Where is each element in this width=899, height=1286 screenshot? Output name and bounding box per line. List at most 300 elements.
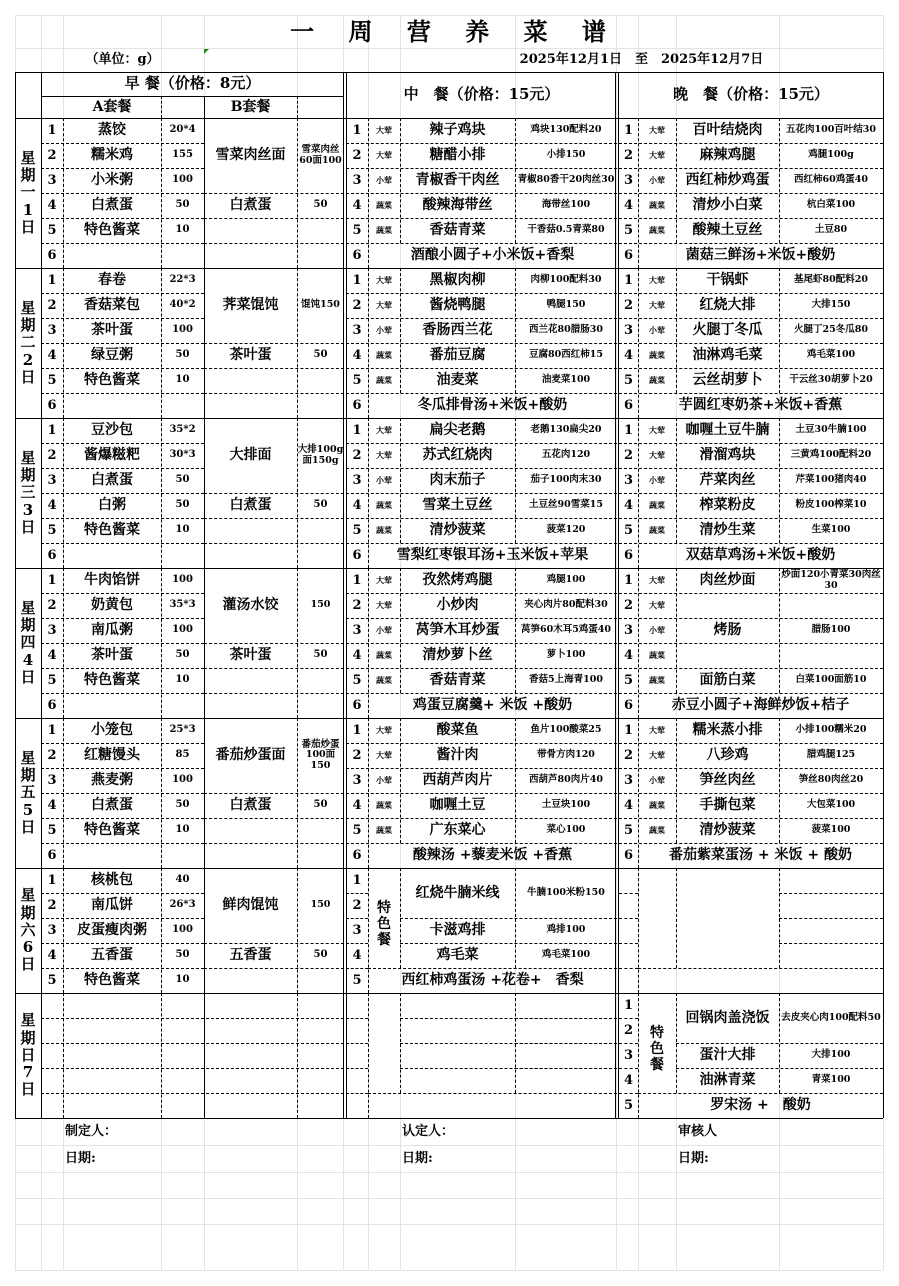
- grid-line: [779, 993, 780, 1093]
- grid-line: [400, 1043, 617, 1044]
- category-tag: 大荤: [649, 150, 665, 161]
- grid-line: [638, 868, 639, 993]
- breakfast-a-qty: 22*3: [169, 274, 196, 286]
- breakfast-a-dish: 白粥: [98, 497, 126, 514]
- lunch-qty: 西兰花80腊肠30: [529, 324, 603, 336]
- grid-line: [204, 368, 344, 369]
- breakfast-b-dish: 茶叶蛋: [229, 647, 272, 664]
- grid-line: [619, 543, 883, 544]
- grid-line: [346, 968, 368, 969]
- lunch_special-combo: 西红柿鸡蛋汤 +花卷+ 香梨: [401, 972, 584, 989]
- grid-line: [676, 118, 677, 243]
- header-divider: [41, 96, 344, 97]
- grid-line: [346, 443, 617, 444]
- breakfast-a-dish: 特色酱菜: [84, 522, 140, 539]
- row-number: 1: [352, 122, 362, 138]
- dinner-dish: 百叶结烧肉: [692, 122, 763, 139]
- char: 星: [20, 298, 36, 317]
- row-number: 5: [623, 372, 634, 388]
- char: 日: [20, 367, 36, 386]
- grid-line: [346, 793, 617, 794]
- grid-line: [638, 718, 639, 868]
- category-tag: 蔬菜: [649, 225, 665, 236]
- lunch-dish: 小炒肉: [436, 597, 479, 614]
- breakfast-a-dish: 特色酱菜: [84, 972, 140, 989]
- dinner-qty: 粉皮100榨菜10: [795, 499, 867, 511]
- grid-line: [41, 1093, 344, 1094]
- char: 星: [20, 748, 36, 767]
- category-tag: 蔬菜: [376, 825, 392, 836]
- category-tag: 蔬菜: [649, 675, 665, 686]
- grid-line: [297, 96, 298, 118]
- lunch-dinner-divider: [615, 72, 616, 1118]
- category-tag: 小荤: [376, 775, 392, 786]
- grid-line: [638, 418, 639, 568]
- char: 色: [650, 1041, 664, 1058]
- breakfast-a-dish: 红糖馒头: [84, 747, 140, 764]
- row-number: 1: [47, 872, 57, 888]
- char: 星: [20, 148, 36, 167]
- grid-line: [638, 1093, 883, 1094]
- grid-line: [779, 943, 883, 944]
- category-tag: 大荤: [376, 575, 392, 586]
- unit-label: （单位：g）: [85, 52, 160, 68]
- date-range: 2025年12月1日 至 2025年12月7日: [519, 52, 764, 68]
- row-number: 2: [623, 297, 634, 313]
- row-number: 5: [623, 222, 634, 238]
- lunch-combo: 酸辣汤 +藜麦米饭 +香蕉: [412, 847, 573, 864]
- grid-line: [400, 118, 401, 243]
- row-number: 2: [47, 297, 57, 313]
- grid-line: [41, 968, 204, 969]
- row-number: 6: [352, 397, 362, 413]
- day-label: [15, 268, 41, 418]
- breakfast-a-dish: 牛肉馅饼: [84, 572, 140, 589]
- dinner-dish: 烤肠: [713, 622, 742, 639]
- category-tag: 蔬菜: [649, 350, 665, 361]
- row-number: 1: [47, 122, 57, 138]
- day-label: [15, 568, 41, 718]
- lunch-qty: 鱼片100酸菜25: [530, 724, 602, 736]
- row-number: 1: [47, 422, 57, 438]
- breakfast-b-dish: 荠菜馄饨: [222, 297, 279, 314]
- category-tag: 大荤: [376, 725, 392, 736]
- grid-line: [619, 768, 883, 769]
- dinner-qty: 菠菜100: [811, 824, 851, 836]
- char: 7: [22, 1063, 34, 1082]
- row-number: 1: [47, 272, 57, 288]
- breakfast-header: 早 餐（价格：8元）: [124, 74, 261, 93]
- breakfast-b-dish: 大排面: [229, 447, 272, 464]
- category-tag: 大荤: [376, 150, 392, 161]
- table-left: [15, 72, 16, 1118]
- grid-line: [297, 568, 298, 718]
- char: 特: [650, 1025, 664, 1042]
- grid-line: [346, 518, 617, 519]
- dinner-dish: 手撕包菜: [699, 797, 756, 814]
- breakfast-a-qty: [161, 543, 204, 568]
- breakfast-lunch-divider: [346, 72, 347, 1118]
- grid-line: [368, 993, 369, 1118]
- grid-line: [41, 343, 204, 344]
- breakfast-a-qty: 50: [175, 474, 190, 486]
- grid-line: [676, 718, 677, 843]
- grid-line: [346, 543, 617, 544]
- grid-line: [346, 743, 617, 744]
- category-tag: 蔬菜: [649, 825, 665, 836]
- grid-line: [204, 993, 205, 1118]
- breakfast-a-qty: 100: [172, 324, 193, 336]
- grid-line: [619, 618, 883, 619]
- lunch-dish: 香菇青菜: [429, 222, 486, 239]
- grid-line: [63, 993, 64, 1118]
- grid-line: [515, 868, 516, 968]
- grid-line: [619, 1043, 638, 1044]
- breakfast-lunch-divider: [343, 72, 344, 1118]
- lunch-dish: 孜然烤鸡腿: [422, 572, 493, 589]
- grid-line: [676, 868, 677, 968]
- row-number: 1: [352, 572, 362, 588]
- grid-line: [619, 843, 883, 844]
- reviewed-by-date-label: 日期:: [678, 1150, 709, 1166]
- dinner-qty: [779, 643, 883, 668]
- row-number: 4: [623, 1072, 634, 1088]
- row-number: 5: [47, 372, 57, 388]
- row-number: 4: [623, 797, 634, 813]
- category-tag: 蔬菜: [376, 200, 392, 211]
- row-number: 2: [47, 747, 57, 763]
- grid-line: [41, 643, 204, 644]
- dinner_special-qty: 青菜100: [811, 1074, 851, 1086]
- breakfast-b-qty: 雪菜肉丝60面100: [299, 144, 342, 166]
- lunch-qty: 老鹅130扁尖20: [530, 424, 602, 436]
- grid-line: [346, 343, 617, 344]
- breakfast-b-qty: 150: [310, 599, 331, 611]
- grid-line: [619, 693, 883, 694]
- row-number: 3: [623, 622, 634, 638]
- category-tag: 大荤: [649, 125, 665, 136]
- breakfast-a-qty: 10: [175, 824, 190, 836]
- row-number: 5: [623, 1097, 634, 1113]
- grid-line: [346, 493, 617, 494]
- category-tag: 大荤: [376, 450, 392, 461]
- grid-line: [63, 868, 64, 993]
- row-number: 6: [47, 847, 57, 863]
- breakfast-b-dish: 鲜肉馄饨: [222, 897, 279, 914]
- grid-line: [779, 893, 883, 894]
- grid-line: [346, 243, 617, 244]
- row-number: 1: [623, 272, 634, 288]
- breakfast-a-dish: 燕麦粥: [91, 772, 133, 789]
- grid-line: [161, 118, 162, 268]
- char: 日: [20, 217, 36, 236]
- dinner-dish: 滑溜鸡块: [699, 447, 756, 464]
- category-tag: 蔬菜: [376, 525, 392, 536]
- grid-line: [204, 818, 344, 819]
- breakfast-a-dish: 白煮蛋: [91, 197, 133, 214]
- dinner-qty: 干云丝30胡萝卜20: [789, 374, 873, 386]
- grid-line: [41, 743, 204, 744]
- row-number: 3: [623, 322, 634, 338]
- breakfast-b-qty: 馄饨150: [301, 299, 340, 311]
- char: 三: [20, 483, 36, 502]
- char: 色: [377, 916, 391, 933]
- dinner_special-dish: 回锅肉盖浇饭: [685, 1009, 770, 1026]
- grid-line: [204, 693, 344, 694]
- dinner-header: 晚 餐（价格：15元）: [673, 85, 829, 104]
- grid-line: [41, 368, 204, 369]
- grid-line: [619, 918, 638, 919]
- breakfast-a-qty: [161, 243, 204, 268]
- grid-line: [346, 1093, 368, 1094]
- grid-line: [619, 393, 883, 394]
- dinner-dish: 油淋鸡毛菜: [692, 347, 763, 364]
- category-tag: 蔬菜: [376, 800, 392, 811]
- char: 星: [20, 448, 36, 467]
- breakfast-b-dish: 白煮蛋: [229, 797, 272, 814]
- row-number: 6: [623, 247, 634, 263]
- grid-line: [515, 993, 516, 1093]
- dinner-qty: 杭白菜100: [806, 199, 856, 211]
- row-number: 4: [352, 647, 362, 663]
- dinner-qty: 芹菜100猪肉40: [795, 474, 867, 486]
- row-number: 1: [623, 422, 634, 438]
- category-tag: 大荤: [649, 450, 665, 461]
- grid-line: [204, 393, 344, 394]
- lunch_special-dish: 红烧牛腩米线: [415, 884, 500, 901]
- grid-line: [515, 418, 516, 543]
- dinner-dish: 西红柿炒鸡蛋: [685, 172, 770, 189]
- grid-line: [400, 943, 617, 944]
- row-number: 2: [352, 297, 362, 313]
- dinner-qty: 西红柿60鸡蛋40: [794, 174, 868, 186]
- category-tag: 大荤: [376, 300, 392, 311]
- dinner-dish: 糯米蒸小排: [692, 722, 763, 739]
- grid-line: [676, 268, 677, 393]
- sheet-gridline: [15, 1172, 883, 1173]
- breakfast-a-dish: 白煮蛋: [91, 797, 133, 814]
- lunch-dish: 清炒菠菜: [429, 522, 486, 539]
- dinner-dish: 八珍鸡: [706, 747, 749, 764]
- dinner-qty: 生菜100: [811, 524, 851, 536]
- category-tag: 小荤: [376, 625, 392, 636]
- breakfast-a-dish: [63, 543, 161, 568]
- grid-line: [368, 568, 369, 718]
- category-tag: 大荤: [376, 425, 392, 436]
- breakfast-b-dish: 五香蛋: [229, 947, 272, 964]
- dinner-dish: 面筋白菜: [699, 672, 756, 689]
- breakfast-a-dish: [63, 243, 161, 268]
- category-tag: 蔬菜: [376, 375, 392, 386]
- made-by-date-label: 日期:: [65, 1150, 96, 1166]
- table-top: [15, 72, 883, 73]
- breakfast-b-qty: 番茄炒蛋100面150: [301, 738, 340, 771]
- grid-line: [346, 818, 617, 819]
- grid-line: [41, 768, 204, 769]
- breakfast-a-dish: 南瓜饼: [91, 897, 133, 914]
- grid-line: [619, 668, 883, 669]
- grid-line: [204, 643, 344, 644]
- grid-line: [346, 893, 368, 894]
- lunch-dish: 油麦菜: [436, 372, 479, 389]
- lunch-qty: 鸡块130配料20: [530, 124, 602, 136]
- breakfast-a-qty: 20*4: [169, 124, 196, 136]
- breakfast-b-dish: 白煮蛋: [229, 497, 272, 514]
- grid-line: [619, 218, 883, 219]
- grid-line: [346, 293, 617, 294]
- grid-line: [41, 168, 204, 169]
- lunch-qty: 带骨方肉120: [537, 749, 595, 761]
- lunch_special-qty: 鸡毛菜100: [541, 949, 591, 961]
- breakfast-a-qty: 100: [172, 774, 193, 786]
- row-number: 4: [352, 497, 362, 513]
- char: 一: [20, 183, 36, 202]
- category-tag: 蔬菜: [649, 500, 665, 511]
- comment-marker: [204, 49, 209, 54]
- breakfast-a-qty: 50: [175, 349, 190, 361]
- row-number: 5: [47, 522, 57, 538]
- row-number: 2: [352, 747, 362, 763]
- row-number: 6: [47, 697, 57, 713]
- row-number: 6: [352, 247, 362, 263]
- row-number: 3: [623, 1047, 634, 1063]
- approved-by-label: 认定人：: [402, 1123, 455, 1139]
- row-number: 1: [352, 722, 362, 738]
- dinner-qty: 小排100糯米20: [795, 724, 867, 736]
- row-number: 5: [623, 822, 634, 838]
- sheet-gridline: [15, 1198, 883, 1199]
- day-label: [15, 418, 41, 568]
- breakfast-a-dish: 糯米鸡: [91, 147, 133, 164]
- category-tag: 蔬菜: [649, 375, 665, 386]
- grid-line: [619, 368, 883, 369]
- breakfast-a-dish: 豆沙包: [91, 422, 133, 439]
- grid-line: [204, 793, 344, 794]
- lunch-dish: 酸菜鱼: [436, 722, 479, 739]
- lunch-dish: 酱汁肉: [436, 747, 479, 764]
- dinner-qty: 笋丝80肉丝20: [798, 774, 864, 786]
- row-number: 5: [47, 822, 57, 838]
- lunch-qty: 小排150: [546, 149, 586, 161]
- dinner-qty: 鸡毛菜100: [806, 349, 856, 361]
- dinner-combo: 双菇草鸡汤+米饭+酸奶: [685, 547, 836, 564]
- row-number: 6: [47, 247, 57, 263]
- breakfast-a-dish: 香菇菜包: [84, 297, 140, 314]
- row-number: 5: [47, 972, 57, 988]
- lunch-qty: 莴笋60木耳5鸡蛋40: [520, 624, 612, 636]
- lunch-qty: 五花肉120: [541, 449, 591, 461]
- category-tag: 蔬菜: [376, 225, 392, 236]
- char: 日: [20, 1080, 36, 1099]
- breakfast-b-qty: 50: [313, 349, 328, 361]
- table-right: [883, 72, 884, 1118]
- grid-line: [515, 568, 516, 693]
- dinner-qty: 五花肉100百叶结30: [785, 124, 877, 136]
- breakfast-a-dish: 特色酱菜: [84, 822, 140, 839]
- category-tag: 大荤: [376, 750, 392, 761]
- grid-line: [619, 168, 883, 169]
- lunch-combo: 雪梨红枣银耳汤+玉米饭+苹果: [396, 547, 589, 564]
- grid-line: [400, 568, 401, 693]
- grid-line: [619, 1018, 638, 1019]
- breakfast-b-qty: 50: [313, 199, 328, 211]
- category-tag: 小荤: [649, 475, 665, 486]
- lunch-qty: 鸡腿100: [546, 574, 586, 586]
- dinner-qty: 火腿丁25冬瓜80: [794, 324, 868, 336]
- row-number: 2: [47, 147, 57, 163]
- dinner-qty: 白菜100面筋10: [795, 674, 867, 686]
- breakfast-a-qty: 25*3: [169, 724, 196, 736]
- lunch-dish: 青椒香干肉丝: [415, 172, 500, 189]
- category-tag: 大荤: [649, 275, 665, 286]
- char: 2: [22, 350, 34, 369]
- row-number: 6: [47, 547, 57, 563]
- grid-line: [619, 318, 883, 319]
- grid-line: [204, 843, 344, 844]
- dinner-dish: 清炒生菜: [699, 522, 756, 539]
- grid-line: [41, 1043, 344, 1044]
- grid-line: [676, 568, 677, 693]
- grid-line: [204, 343, 344, 344]
- row-number: 1: [47, 722, 57, 738]
- breakfast-a-qty: 26*3: [169, 899, 196, 911]
- row-number: 6: [623, 847, 634, 863]
- dinner-dish: 芹菜肉丝: [699, 472, 756, 489]
- grid-line: [368, 968, 617, 969]
- category-tag: 蔬菜: [649, 200, 665, 211]
- grid-line: [638, 118, 639, 268]
- grid-line: [346, 918, 368, 919]
- grid-line: [204, 943, 344, 944]
- category-tag: 大荤: [649, 300, 665, 311]
- grid-line: [63, 418, 64, 568]
- page-title: 一 周 营 养 菜 谱: [290, 16, 608, 46]
- day-label: [15, 118, 41, 268]
- char: 期: [20, 903, 36, 922]
- grid-line: [161, 568, 162, 718]
- grid-line: [41, 518, 204, 519]
- lunch-dish: 莴笋木耳炒蛋: [415, 622, 500, 639]
- row-number: 3: [352, 622, 362, 638]
- breakfast-b-dish: 茶叶蛋: [229, 347, 272, 364]
- lunch-dish: 咖喱土豆: [429, 797, 486, 814]
- breakfast-a-qty: 35*2: [169, 424, 196, 436]
- dinner-qty: 三黄鸡100配料20: [790, 449, 872, 461]
- row-number: 3: [47, 622, 57, 638]
- breakfast-a-qty: 50: [175, 649, 190, 661]
- category-tag: 大荤: [376, 275, 392, 286]
- char: 餐: [377, 932, 391, 949]
- row-number: 4: [47, 647, 57, 663]
- row-number: 6: [352, 847, 362, 863]
- category-tag: 蔬菜: [376, 350, 392, 361]
- row-number: 2: [352, 147, 362, 163]
- row-number: 2: [623, 1022, 634, 1038]
- row-number: 6: [623, 397, 634, 413]
- row-number: 6: [352, 547, 362, 563]
- row-number: 2: [623, 597, 634, 613]
- grid-line: [619, 1068, 638, 1069]
- breakfast-a-qty: 10: [175, 524, 190, 536]
- grid-line: [297, 268, 298, 418]
- grid-line: [41, 443, 204, 444]
- breakfast-a-qty: 155: [172, 149, 193, 161]
- header-bottom: [15, 118, 883, 119]
- char: 日: [20, 817, 36, 836]
- dinner-qty: 腊肠100: [811, 624, 851, 636]
- breakfast-a-dish: 特色酱菜: [84, 372, 140, 389]
- row-number: 5: [623, 522, 634, 538]
